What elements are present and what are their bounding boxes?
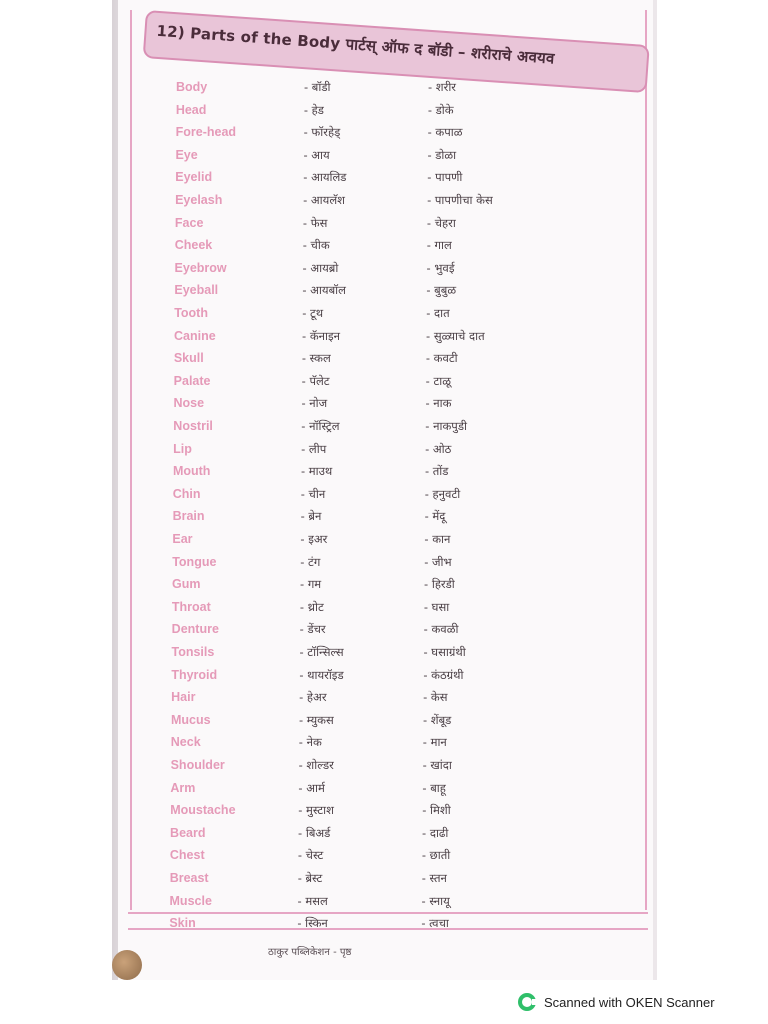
marathi-meaning: - दात bbox=[426, 306, 450, 320]
pronunciation: - ब्रेस्ट bbox=[297, 871, 323, 885]
scanned-photo bbox=[112, 0, 657, 980]
pronunciation: - लीप bbox=[301, 441, 327, 456]
vocab-row bbox=[172, 555, 572, 577]
english-word: Cheek bbox=[174, 238, 213, 253]
marathi-meaning: - हनुवटी bbox=[424, 486, 461, 501]
pronunciation: - टंग bbox=[300, 554, 321, 569]
english-word: Eyelash bbox=[175, 193, 223, 207]
pronunciation: - चीन bbox=[300, 486, 326, 501]
vocab-row bbox=[175, 261, 575, 283]
pronunciation: - स्किन bbox=[297, 916, 328, 931]
english-word: Chest bbox=[169, 848, 205, 863]
pronunciation: - बॉडी bbox=[304, 80, 331, 94]
vocab-row bbox=[174, 374, 574, 396]
vocab-row bbox=[174, 283, 574, 305]
vocab-row bbox=[170, 781, 570, 803]
english-word: Palate bbox=[173, 373, 211, 388]
english-word: Denture bbox=[171, 622, 219, 637]
scanner-watermark bbox=[518, 992, 768, 1012]
vocab-row bbox=[175, 216, 575, 238]
vocab-row bbox=[175, 148, 575, 170]
pronunciation: - कॅनाइन bbox=[302, 328, 341, 343]
pronunciation: - इअर bbox=[300, 532, 328, 546]
vocab-row bbox=[171, 735, 571, 757]
english-word: Fore-head bbox=[175, 125, 237, 140]
pronunciation: - डेंचर bbox=[299, 622, 326, 637]
vocab-row bbox=[172, 577, 572, 599]
pronunciation: - टॉन्सिल्स bbox=[299, 645, 344, 659]
oken-logo-icon bbox=[518, 993, 536, 1011]
vocab-row bbox=[170, 848, 570, 870]
marathi-meaning: - भुवई bbox=[426, 260, 455, 275]
vocab-row bbox=[176, 125, 576, 147]
pronunciation: - नॉस्ट्रिल bbox=[301, 419, 340, 433]
marathi-meaning: - नाकपुडी bbox=[425, 419, 467, 433]
pronunciation: - थायरॉइड bbox=[299, 667, 344, 682]
pronunciation: - आय bbox=[303, 147, 330, 162]
english-word: Head bbox=[175, 102, 207, 117]
marathi-meaning: - बुबुळ bbox=[426, 283, 457, 298]
english-word: Tonsils bbox=[171, 645, 215, 659]
marathi-meaning: - कपाळ bbox=[427, 125, 463, 140]
vocab-row bbox=[176, 103, 576, 125]
vocab-row bbox=[171, 713, 571, 735]
vocab-row bbox=[172, 600, 572, 622]
english-word: Muscle bbox=[169, 893, 212, 908]
marathi-meaning: - कवटी bbox=[425, 351, 458, 366]
marathi-meaning: - शेंबूड bbox=[422, 712, 452, 727]
english-word: Nose bbox=[173, 396, 205, 411]
vocab-row bbox=[171, 690, 571, 712]
english-word: Ear bbox=[172, 532, 193, 546]
vocab-row bbox=[174, 306, 574, 328]
pronunciation: - आयबॉल bbox=[302, 283, 346, 298]
pronunciation: - चीक bbox=[302, 238, 330, 253]
marathi-meaning: - नाक bbox=[425, 396, 452, 411]
marathi-meaning: - मेंदू bbox=[424, 509, 446, 524]
pronunciation: - स्कल bbox=[301, 351, 331, 366]
background-left bbox=[0, 0, 112, 980]
english-word: Beard bbox=[170, 825, 206, 840]
pronunciation: - फॉरहेड् bbox=[303, 125, 341, 140]
english-word: Nostril bbox=[173, 419, 213, 433]
english-word: Breast bbox=[169, 871, 209, 885]
marathi-meaning: - कंठग्रंथी bbox=[423, 667, 464, 682]
vocab-row bbox=[172, 645, 572, 667]
vocab-row bbox=[173, 442, 573, 464]
vocab-row bbox=[170, 826, 570, 848]
pronunciation: - थ्रोट bbox=[299, 599, 324, 614]
english-word: Thyroid bbox=[171, 667, 218, 682]
vocab-row bbox=[170, 803, 570, 825]
pronunciation: - गम bbox=[300, 577, 322, 592]
vocab-row bbox=[169, 916, 569, 938]
vocab-row bbox=[175, 193, 575, 215]
book-page bbox=[118, 0, 653, 980]
english-word: Canine bbox=[174, 328, 216, 343]
vocab-row bbox=[173, 419, 573, 441]
pronunciation: - बिअर्ड bbox=[298, 825, 331, 840]
marathi-meaning: - सुळ्याचे दात bbox=[426, 328, 485, 343]
pronunciation: - नेक bbox=[298, 735, 322, 750]
marathi-meaning: - पापणीचा केस bbox=[427, 193, 493, 207]
vocab-row bbox=[176, 80, 576, 102]
marathi-meaning: - त्वचा bbox=[421, 916, 449, 931]
english-word: Skull bbox=[173, 351, 204, 366]
english-word: Moustache bbox=[170, 803, 236, 818]
pronunciation: - आयलिड bbox=[303, 170, 347, 185]
english-word: Tooth bbox=[174, 306, 208, 320]
english-word: Eye bbox=[175, 147, 198, 162]
english-word: Body bbox=[176, 80, 208, 94]
pronunciation: - आर्म bbox=[298, 780, 325, 795]
marathi-meaning: - स्नायू bbox=[421, 893, 450, 908]
pronunciation: - हेड bbox=[303, 102, 324, 117]
pronunciation: - नोज bbox=[301, 396, 328, 411]
english-word: Arm bbox=[170, 780, 196, 795]
pronunciation: - मुस्टाश bbox=[298, 803, 334, 818]
vocab-row bbox=[170, 894, 570, 916]
vocab-row bbox=[175, 170, 575, 192]
english-word: Neck bbox=[170, 735, 201, 750]
marathi-meaning: - कवळी bbox=[423, 622, 459, 637]
pronunciation: - माउथ bbox=[300, 464, 333, 479]
pronunciation: - फेस bbox=[302, 215, 328, 230]
vocab-row bbox=[171, 668, 571, 690]
marathi-meaning: - मिशी bbox=[422, 803, 451, 818]
vocab-row bbox=[175, 238, 575, 260]
marathi-meaning: - तोंड bbox=[424, 464, 449, 479]
marathi-meaning: - डोळा bbox=[427, 147, 457, 162]
english-word: Shoulder bbox=[170, 758, 225, 772]
marathi-meaning: - दाढी bbox=[422, 825, 449, 840]
pronunciation: - ब्रेन bbox=[300, 509, 322, 524]
english-word: Tongue bbox=[172, 554, 217, 569]
marathi-meaning: - गाल bbox=[426, 238, 452, 253]
vocab-row bbox=[173, 464, 573, 486]
finger-thumb bbox=[112, 950, 142, 980]
english-word: Eyebrow bbox=[174, 260, 227, 275]
pronunciation: - पॅलेट bbox=[301, 373, 330, 388]
english-word: Chin bbox=[172, 486, 201, 501]
vocab-row bbox=[172, 622, 572, 644]
english-word: Eyeball bbox=[174, 283, 219, 298]
pronunciation: - आयलॅश bbox=[303, 193, 345, 207]
english-word: Face bbox=[174, 215, 204, 230]
vocab-row bbox=[170, 871, 570, 893]
pronunciation: - म्युकस bbox=[298, 712, 334, 727]
marathi-meaning: - स्तन bbox=[421, 871, 447, 885]
pronunciation: - हेअर bbox=[299, 690, 327, 705]
section-title: 12) Parts of the Body पार्टस् ऑफ द बॉडी – शरीराचे अवयव bbox=[155, 21, 556, 68]
english-word: Eyelid bbox=[175, 170, 213, 185]
marathi-meaning: - छाती bbox=[421, 848, 451, 863]
pronunciation: - शोल्डर bbox=[298, 758, 334, 772]
english-word: Mouth bbox=[172, 464, 211, 479]
pronunciation: - टूथ bbox=[302, 306, 324, 320]
vocab-row bbox=[173, 396, 573, 418]
scanner-label: Scanned with OKEN Scanner bbox=[544, 994, 715, 1010]
marathi-meaning: - चेहरा bbox=[426, 215, 456, 230]
marathi-meaning: - डोके bbox=[427, 102, 454, 117]
english-word: Lip bbox=[173, 441, 192, 456]
vocab-row bbox=[171, 758, 571, 780]
english-word: Throat bbox=[171, 599, 211, 614]
marathi-meaning: - ओठ bbox=[425, 441, 452, 456]
page-footer: ठाकुर पब्लिकेशन - पृष्ठ bbox=[268, 947, 352, 958]
marathi-meaning: - केस bbox=[423, 690, 448, 705]
vocab-row bbox=[174, 329, 574, 351]
marathi-meaning: - हिरडी bbox=[424, 577, 455, 592]
pronunciation: - मसल bbox=[297, 893, 328, 908]
english-word: Gum bbox=[172, 577, 201, 592]
vocab-row bbox=[174, 351, 574, 373]
marathi-meaning: - पापणी bbox=[427, 170, 463, 185]
marathi-meaning: - कान bbox=[424, 532, 451, 546]
vocab-row bbox=[173, 487, 573, 509]
marathi-meaning: - जीभ bbox=[424, 554, 452, 569]
marathi-meaning: - घसाग्रंथी bbox=[423, 645, 466, 659]
english-word: Skin bbox=[169, 916, 196, 931]
marathi-meaning: - शरीर bbox=[428, 80, 457, 94]
marathi-meaning: - घसा bbox=[423, 599, 450, 614]
vocab-row bbox=[173, 509, 573, 531]
english-word: Brain bbox=[172, 509, 205, 524]
marathi-meaning: - खांदा bbox=[422, 758, 452, 772]
vocab-row bbox=[172, 532, 572, 554]
pronunciation: - चेस्ट bbox=[297, 848, 324, 863]
marathi-meaning: - बाहू bbox=[422, 780, 446, 795]
english-word: Mucus bbox=[170, 712, 211, 727]
english-word: Hair bbox=[171, 690, 196, 705]
marathi-meaning: - मान bbox=[422, 735, 447, 750]
vocabulary-list bbox=[118, 0, 657, 931]
pronunciation: - आयब्रो bbox=[302, 260, 339, 275]
marathi-meaning: - टाळू bbox=[425, 373, 451, 388]
